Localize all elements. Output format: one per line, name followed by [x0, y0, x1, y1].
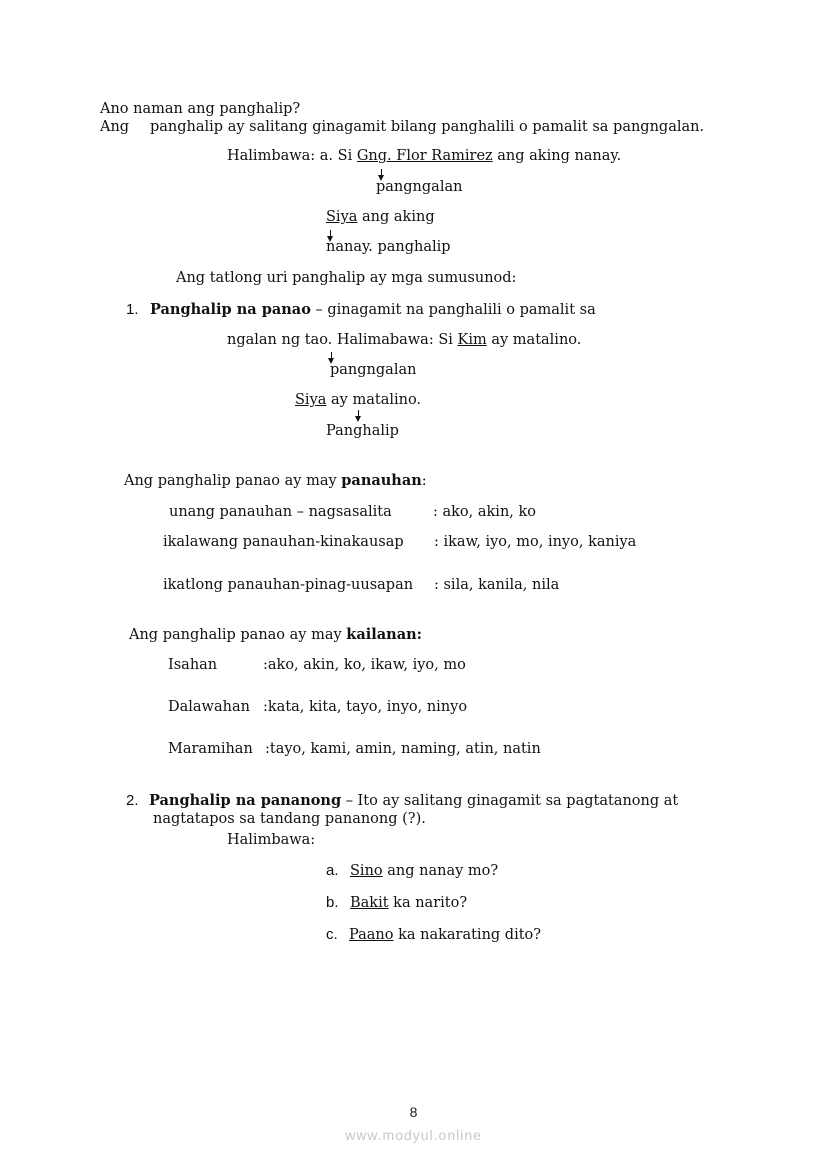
- item1-number: 1.: [126, 301, 139, 318]
- example1-pronoun: Siya: [326, 209, 358, 225]
- example1-prefix: Halimbawa: a. Si: [227, 148, 357, 164]
- panauhan-row-label: ikatlong panauhan-pinag-uusapan: [163, 577, 414, 593]
- item2-number: 2.: [126, 792, 139, 809]
- kailanan-heading-bold: kailanan:: [346, 626, 422, 643]
- types-intro: Ang tatlong uri panghalip ay mga sumusunod:: [176, 270, 517, 286]
- panauhan-row-value: : ako, akin, ko: [433, 504, 537, 520]
- example-rest: ka narito?: [388, 895, 468, 911]
- example1-sentence: [227, 147, 621, 165]
- item1-example-suffix: ay matalino.: [486, 332, 582, 348]
- panauhan-heading-pre: Ang panghalip panao ay may: [124, 473, 342, 489]
- item1-heading: [150, 301, 596, 319]
- intro-definition-lead: Ang: [100, 119, 130, 135]
- panauhan-row-label: unang panauhan – nagsasalita: [169, 504, 392, 520]
- example-sentence: [349, 926, 541, 944]
- item1-example: [227, 331, 581, 349]
- item1-pronoun-sentence: [295, 391, 421, 409]
- panauhan-row-value: : ikaw, iyo, mo, inyo, kaniya: [434, 534, 637, 550]
- example-sentence: [350, 894, 467, 912]
- item2-desc: – Ito ay salitang ginagamit sa pagtatanong at: [341, 793, 679, 809]
- watermark: www.modyul.online: [345, 1127, 482, 1143]
- item1-example-prefix: ngalan ng tao. Halimabawa: Si: [227, 332, 458, 348]
- item1-pronoun: Siya: [295, 392, 327, 408]
- kailanan-heading-pre: Ang panghalip panao ay may: [129, 627, 347, 643]
- item1-example-noun: Kim: [457, 332, 487, 348]
- example-sentence: [350, 862, 498, 880]
- example1-noun: Gng. Flor Ramirez: [356, 148, 493, 164]
- item1-pronoun-label: Panghalip: [326, 423, 399, 439]
- panauhan-heading-post: :: [421, 473, 427, 489]
- example-word: Bakit: [350, 895, 389, 911]
- kailanan-row-value: :kata, kita, tayo, inyo, ninyo: [263, 699, 468, 715]
- panauhan-row-value: : sila, kanila, nila: [434, 577, 560, 593]
- item1-desc: – ginagamit na panghalili o pamalit sa: [310, 302, 596, 318]
- example-word: Sino: [350, 863, 383, 879]
- example-letter: b.: [326, 894, 339, 911]
- example-letter: a.: [326, 862, 339, 879]
- kailanan-row-label: Maramihan: [168, 741, 253, 757]
- item1-noun-label: pangngalan: [330, 362, 417, 378]
- kailanan-row-label: Isahan: [168, 657, 218, 673]
- item2-line2: nagtatapos sa tandang pananong (?).: [153, 811, 426, 827]
- kailanan-row-value: :tayo, kami, amin, naming, atin, natin: [265, 741, 541, 757]
- page-number: 8: [409, 1104, 418, 1120]
- item2-heading: [149, 792, 678, 810]
- example-letter: c.: [326, 926, 338, 943]
- example1-pronoun-sentence: [326, 208, 435, 226]
- item2-title: Panghalip na pananong: [149, 792, 342, 809]
- panauhan-heading: [124, 472, 427, 490]
- example-rest: ka nakarating dito?: [393, 927, 542, 943]
- kailanan-heading: [129, 626, 422, 644]
- example1-suffix: ang aking nanay.: [492, 148, 622, 164]
- panauhan-row-label: ikalawang panauhan-kinakausap: [163, 534, 404, 550]
- example1-line2: nanay. panghalip: [326, 239, 451, 255]
- example1-noun-label: pangngalan: [376, 179, 463, 195]
- example1-pronoun-rest: ang aking: [357, 209, 435, 225]
- intro-definition: panghalip ay salitang ginagamit bilang panghalili o pamalit sa pangngalan.: [150, 119, 705, 135]
- intro-question: Ano naman ang panghalip?: [100, 101, 301, 117]
- kailanan-row-value: :ako, akin, ko, ikaw, iyo, mo: [263, 657, 466, 673]
- panauhan-heading-bold: panauhan: [341, 472, 422, 489]
- item1-pronoun-rest: ay matalino.: [326, 392, 422, 408]
- kailanan-row-label: Dalawahan: [168, 699, 250, 715]
- example-rest: ang nanay mo?: [382, 863, 499, 879]
- item1-title: Panghalip na panao: [150, 301, 311, 318]
- example-word: Paano: [349, 927, 394, 943]
- item2-example-label: Halimbawa:: [227, 832, 316, 848]
